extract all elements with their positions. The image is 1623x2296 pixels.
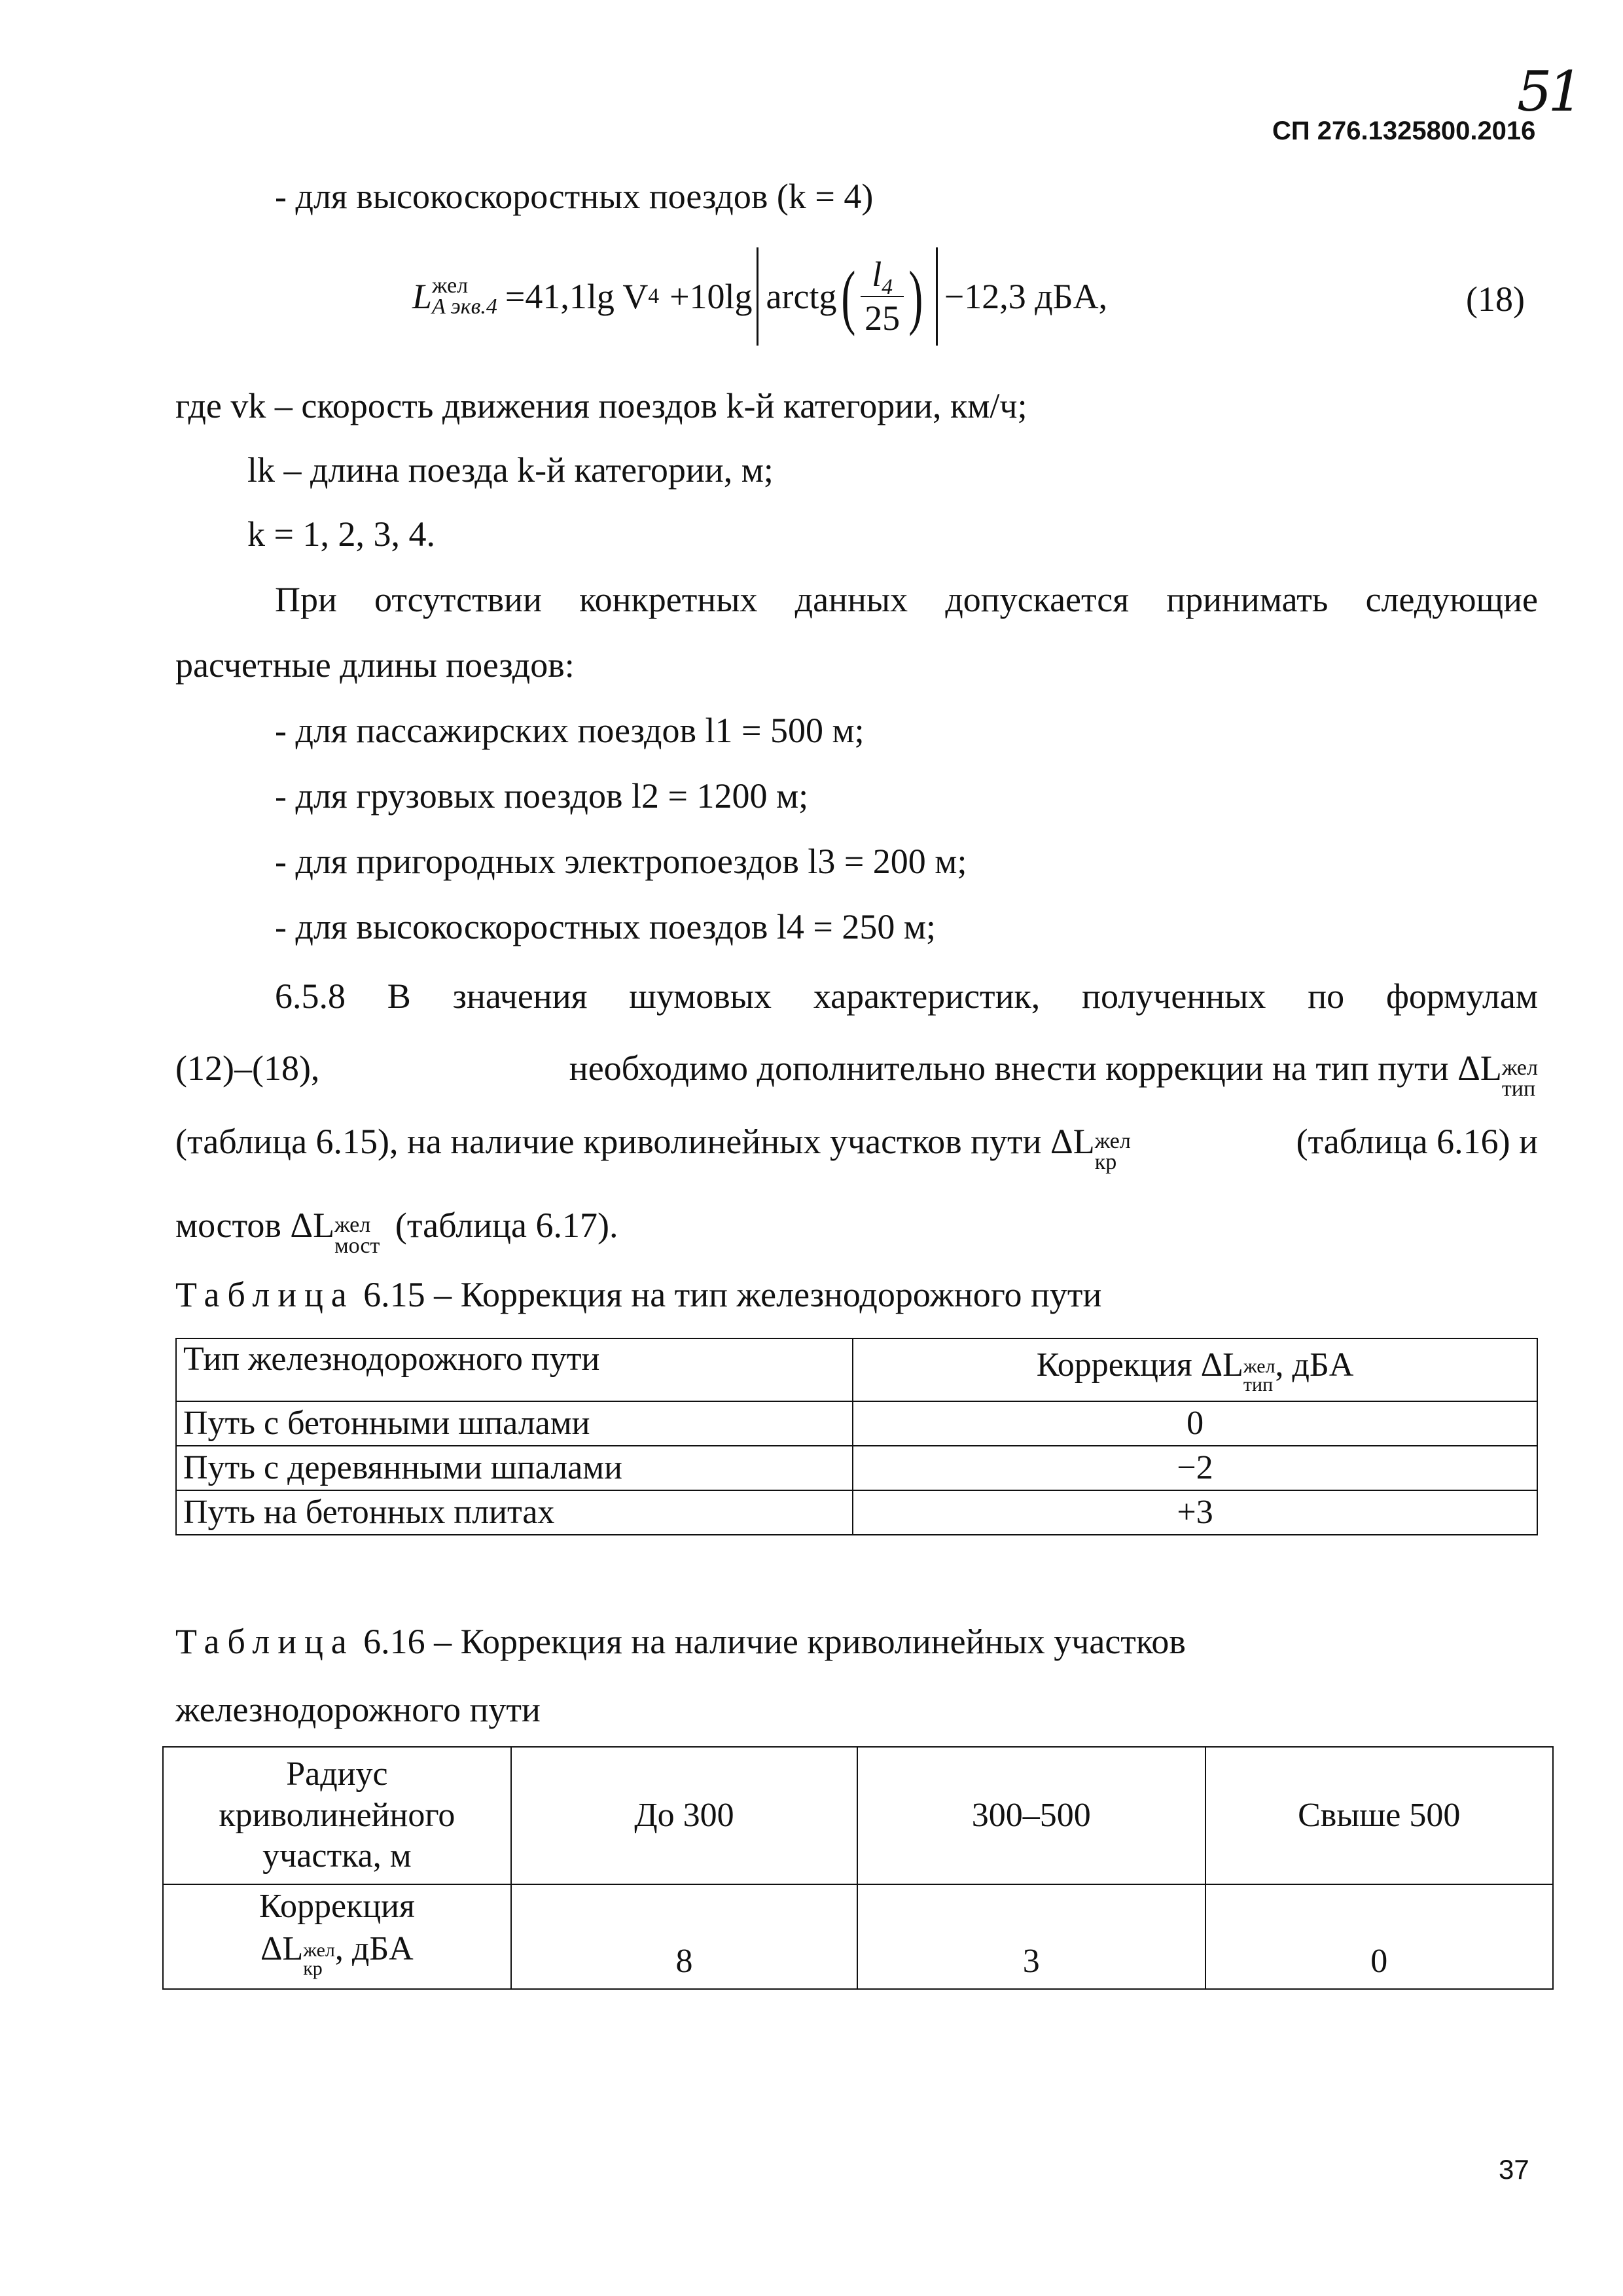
paragraph-2-line-3 [175, 1121, 1538, 1174]
sup-zhel-1: жел [1501, 1056, 1538, 1080]
formula-18: L жел A экв.4 =41,1lg V 4 +10lg arctg ( $\frac{l_4}{25}$ ) −12,3 дБA, [412, 241, 1107, 352]
table-615 [175, 1338, 1538, 1535]
table-616-correction-300-500: 3 [857, 1884, 1205, 1989]
paragraph-2-curves-text: (таблица 6.15), на наличие криволинейных участков пути ΔL [175, 1122, 1095, 1161]
sub-most-1: мост [334, 1234, 380, 1259]
paragraph-2-track-type [569, 1047, 1538, 1100]
table-616-head-sub: кр [303, 1958, 323, 1980]
paragraph-2-formula-range: (12)–(18), [175, 1049, 320, 1088]
table-row [176, 1401, 1537, 1446]
table-615-caption-label: Таблица [175, 1275, 355, 1314]
paragraph-2-table-ref-617: (таблица 6.17). [395, 1206, 618, 1245]
table-615-caption [175, 1274, 1101, 1316]
formula-square-brackets [757, 247, 938, 346]
table-616-radius-300-500: 300–500 [857, 1747, 1205, 1884]
formula-lhs-indices [432, 273, 497, 319]
formula-number: (18) [1466, 279, 1525, 319]
sup-zhel-2: жел [1094, 1129, 1131, 1153]
paragraph-2-line-2 [175, 1047, 1538, 1100]
paragraph-1-line-2: расчетные длины поездов: [175, 645, 575, 685]
table-615-row-2-type: Путь с деревянными шпалами [176, 1446, 853, 1490]
intro-line: - для высокоскоростных поездов (k = 4) [275, 177, 874, 216]
formula-lhs: L [412, 276, 433, 316]
table-616-radius-head-line-3: участка, м [262, 1837, 412, 1875]
table-615-head-unit: , дБA [1275, 1346, 1354, 1384]
table-616-caption-line-2: железнодорожного пути [175, 1690, 541, 1729]
formula-frac-num: l [872, 255, 882, 295]
sub-tip-1: тип [1501, 1077, 1536, 1102]
table-616-correction-over-500: 0 [1205, 1884, 1554, 1989]
table-615-head-sub: тип [1243, 1374, 1274, 1396]
table-616-caption [175, 1621, 1186, 1663]
formula-arctg: arctg [766, 276, 837, 316]
document-code: СП 276.1325800.2016 [1272, 117, 1536, 145]
table-615-row-1-type: Путь с бетонными шпалами [176, 1401, 853, 1446]
paragraph-1-line-1: При отсутствии конкретных данных допускается принимать следующие [275, 580, 1538, 619]
table-616-caption-label: Таблица [175, 1622, 355, 1661]
table-row [176, 1446, 1537, 1490]
table-616-row-correction [163, 1884, 1553, 1989]
table-row [176, 1490, 1537, 1535]
paragraph-2-bridges-text: мостов ΔL [175, 1206, 335, 1245]
table-616-radius-head-line-1: Радиус [286, 1755, 388, 1793]
table-616-head-unit: , дБA [334, 1930, 414, 1967]
page-number: 37 [1499, 2154, 1529, 2185]
table-616-caption-text: 6.16 – Коррекция на наличие криволинейных участков [363, 1622, 1186, 1661]
paragraph-2-line-4 [175, 1204, 618, 1257]
table-615-header-row [176, 1338, 1537, 1401]
table-616-correction-head-line-1: Коррекция [259, 1888, 415, 1925]
table-615-head-correction-text: Коррекция ΔL [1036, 1346, 1243, 1384]
table-616-radius-up-to-300: До 300 [511, 1747, 857, 1884]
handwritten-page-number: 51 [1517, 60, 1579, 124]
sup-zhel-3: жел [334, 1213, 371, 1237]
table-615-caption-text: 6.15 – Коррекция на тип железнодорожного пути [363, 1275, 1102, 1314]
table-616-radius-head [163, 1747, 511, 1884]
train-length-freight: - для грузовых поездов l2 = 1200 м; [275, 776, 809, 816]
definition-v: где vk – скорость движения поездов k-й категории, км/ч; [175, 386, 1027, 425]
formula-frac-den: 25 [865, 298, 901, 338]
formula-open-paren: ( [841, 257, 856, 336]
paragraph-2-table-ref: (таблица 6.16) и [1296, 1122, 1538, 1161]
definition-k: k = 1, 2, 3, 4. [247, 514, 435, 554]
formula-close-paren: ) [908, 257, 923, 336]
sub-kr-1: кр [1094, 1150, 1117, 1175]
table-616-correction-head-symbol: ΔL [260, 1930, 304, 1967]
formula-tail: −12,3 дБA, [944, 276, 1108, 316]
table-615-head-type: Тип железнодорожного пути [176, 1338, 853, 1401]
table-615-row-2-value: −2 [853, 1446, 1537, 1490]
table-616 [162, 1746, 1554, 1990]
table-615-head-correction [853, 1338, 1537, 1401]
table-616-head-sup: жел [303, 1939, 335, 1961]
table-616-radius-head-line-2: криволинейного [219, 1796, 455, 1834]
paragraph-2-track-type-text: необходимо дополнительно внести коррекции на тип пути ΔL [569, 1049, 1502, 1088]
paragraph-2-curves [175, 1121, 1131, 1174]
definition-l: lk – длина поезда k-й категории, м; [247, 450, 774, 490]
paragraph-2-line-1: 6.5.8 В значения шумовых характеристик, полученных по формулам [275, 977, 1538, 1016]
table-616-row-radius [163, 1747, 1553, 1884]
table-615-head-sup: жел [1243, 1355, 1275, 1377]
formula-part2: +10lg [669, 276, 753, 316]
formula-part1: =41,1lg V [505, 276, 649, 316]
train-length-passenger: - для пассажирских поездов l1 = 500 м; [275, 711, 865, 750]
table-615-row-3-type: Путь на бетонных плитах [176, 1490, 853, 1535]
table-616-correction-up-to-300: 8 [511, 1884, 857, 1989]
formula-lhs-sub: A экв.4 [432, 295, 497, 319]
train-length-highspeed: - для высокоскоростных поездов l4 = 250 м; [275, 907, 936, 946]
formula-lhs-sup: жел [432, 273, 469, 298]
formula-fraction [861, 253, 904, 340]
train-length-suburban: - для пригородных электропоездов l3 = 200 м; [275, 842, 967, 881]
formula-frac-num-sub: 4 [882, 275, 893, 299]
table-615-row-1-value: 0 [853, 1401, 1537, 1446]
table-615-row-3-value: +3 [853, 1490, 1537, 1535]
table-616-radius-over-500: Свыше 500 [1205, 1747, 1554, 1884]
table-616-correction-head [163, 1884, 511, 1989]
